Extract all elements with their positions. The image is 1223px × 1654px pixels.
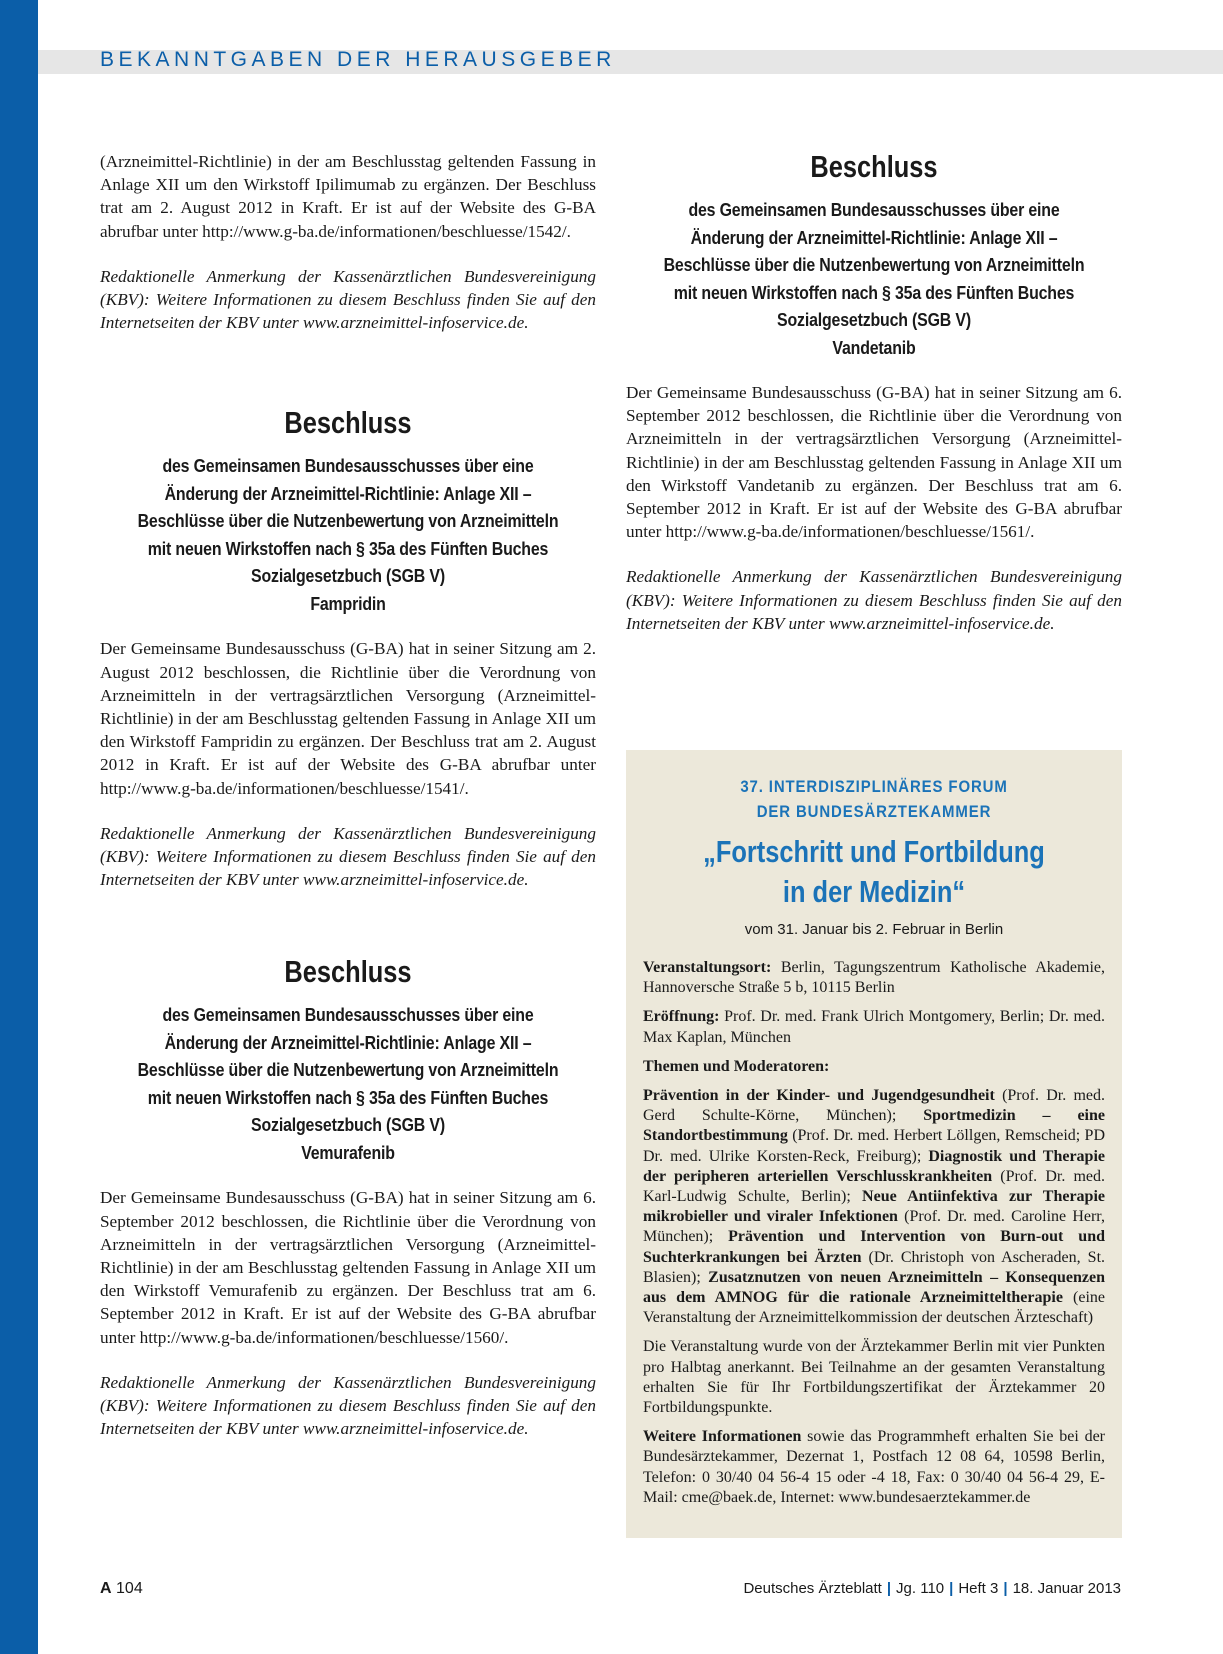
- forum-topics-label: [643, 1057, 1105, 1077]
- forum-title-line1: „Fortschritt und Fortbildung: [703, 834, 1045, 869]
- journal-date: 18. Januar 2013: [1012, 1580, 1121, 1597]
- info-text: sowie das Programmheft erhalten Sie bei der Bundesärztekammer, Dezernat 1, Postfach 12 08 64, 10598 Berlin, Telefon: 0 30/40 04 56-4 15 oder -4 18, Fax: 0 30/40 04 56-4 29, E-Mail: cme@baek.de, Internet: www.bundesaerztekammer.de: [643, 1428, 1106, 1506]
- journal-name: Deutsches Ärzteblatt: [743, 1580, 882, 1597]
- page-number: [100, 1580, 143, 1598]
- topic-moderator: (Dr. Christoph von Ascheraden, St. Blasien);: [643, 1248, 1106, 1286]
- forum-kicker-line2: DER BUNDESÄRZTEKAMMER: [756, 802, 992, 821]
- resolution-title: Beschluss: [284, 954, 412, 990]
- topics-label: Themen und Moderatoren:: [643, 1057, 830, 1075]
- resolution-body: Der Gemeinsame Bundesausschuss (G-BA) hat in seiner Sitzung am 2. August 2012 beschlossen, die Richtlinie über die Verordnung von Arzneimitteln in der vertragsärztlichen Versorgung (Arzneimittel-Richtlinie) in der am Beschlusstag geltenden Fassung in Anlage XII um den Wirkstoff Fampridin zu ergänzen. Der Beschluss trat am 2. August 2012 in Kraft. Er ist auf der Website des G-BA abrufbar unter http://www.g-ba.de/informationen/beschluesse/1541/.: [100, 639, 596, 798]
- topic-name: Sportmedizin – eine Standortbestimmung: [643, 1107, 1105, 1145]
- footer-separator: |: [886, 1580, 892, 1597]
- intro-editorial-note: Redaktionelle Anmerkung der Kassenärztlichen Bundesvereinigung (KBV): Weitere Informationen zu diesem Beschluss finden Sie auf den Internetseiten der KBV unter www.arzneimittel-infoservice.de.: [100, 266, 596, 333]
- resolution-subtitle: des Gemeinsamen Bundesausschusses über eine Änderung der Arzneimittel-Richtlinie: Anlage XII – Beschlüsse über die Nutzenbewertung von Arzneimitteln mit neuen Wirkstoffen nach § 35a des Fünften Buches Sozialgesetzbuch (SGB V): [663, 199, 1085, 330]
- venue-text: Berlin, Tagungszentrum Katholische Akademie, Hannoversche Straße 5 b, 10115 Berlin: [643, 959, 1105, 997]
- resolution-heading-vemurafenib: [100, 953, 596, 1166]
- right-column: [626, 148, 1122, 635]
- topic-moderator: (Prof. Dr. med. Karl-Ludwig Schulte, Berlin);: [643, 1167, 1106, 1206]
- footer-separator: |: [1003, 1580, 1008, 1597]
- forum-announcement-box: [626, 750, 1122, 1538]
- topic-name: Prävention und Intervention von Burn-out und Suchterkrankungen bei Ärzten: [643, 1228, 1105, 1266]
- venue-label: Veranstaltungsort:: [643, 959, 772, 976]
- forum-accreditation: Die Veranstaltung wurde von der Ärztekammer Berlin mit vier Punkten pro Halbtag anerkannt. Bei Teilnahme an der gesamten Veranstaltung erhalten Sie für Ihr Fortbildungszertifikat der Ärztekammer 20 Fortbildungspunkte.: [643, 1338, 1105, 1417]
- left-column: [100, 150, 596, 1440]
- resolution-title: Beschluss: [284, 405, 412, 441]
- page-number-value: 104: [116, 1580, 143, 1597]
- forum-title: [685, 832, 1064, 912]
- journal-issue: Heft 3: [958, 1580, 999, 1597]
- resolution-body: Der Gemeinsame Bundesausschuss (G-BA) hat in seiner Sitzung am 6. September 2012 beschlossen, die Richtlinie über die Verordnung von Arzneimitteln in der vertragsärztlichen Versorgung (Arzneimittel-Richtlinie) in der am Beschlusstag geltenden Fassung in Anlage XII um den Wirkstoff Vemurafenib zu ergänzen. Der Beschluss trat am 6. September 2012 in Kraft. Er ist auf der Website des G-BA abrufbar unter http://www.g-ba.de/informationen/beschluesse/1560/.: [100, 1188, 596, 1347]
- resolution-substance: Vandetanib: [832, 336, 916, 358]
- topic-moderator: (Prof. Dr. med. Caroline Herr, München);: [643, 1208, 1105, 1246]
- journal-footer: [743, 1580, 1121, 1597]
- resolution-heading-fampridin: [100, 404, 596, 617]
- left-accent-bar: [0, 0, 38, 1654]
- resolution-editorial-note: Redaktionelle Anmerkung der Kassenärztlichen Bundesvereinigung (KBV): Weitere Informationen zu diesem Beschluss finden Sie auf den Internetseiten der KBV unter www.arzneimittel-infoservice.de.: [100, 1372, 596, 1439]
- forum-topics: [643, 1086, 1105, 1328]
- forum-kicker-line1: 37. INTERDISZIPLINÄRES FORUM: [740, 777, 1008, 796]
- topic-moderator: (eine Veranstaltung der Arzneimittelkommission der deutschen Ärzteschaft): [643, 1289, 1105, 1327]
- resolution-editorial-note: Redaktionelle Anmerkung der Kassenärztlichen Bundesvereinigung (KBV): Weitere Informationen zu diesem Beschluss finden Sie auf den Internetseiten der KBV unter www.arzneimittel-infoservice.de.: [100, 823, 596, 890]
- opening-label: Eröffnung:: [643, 1008, 720, 1026]
- page-prefix: A: [100, 1580, 112, 1597]
- forum-dates: vom 31. Januar bis 2. Februar in Berlin: [744, 921, 1004, 938]
- forum-more-info: [643, 1427, 1105, 1508]
- forum-opening: [643, 1007, 1105, 1047]
- forum-venue: [643, 958, 1105, 998]
- resolution-subtitle: des Gemeinsamen Bundesausschusses über eine Änderung der Arzneimittel-Richtlinie: Anlage XII – Beschlüsse über die Nutzenbewertung von Arzneimitteln mit neuen Wirkstoffen nach § 35a des Fünften Buches Sozialgesetzbuch (SGB V): [137, 455, 559, 587]
- resolution-substance: Vemurafenib: [301, 1141, 395, 1163]
- topic-name: Neue Antiinfektiva zur Therapie mikrobieller und viraler Infektionen: [643, 1188, 1105, 1226]
- info-label: Weitere Informationen: [643, 1428, 802, 1446]
- resolution-subtitle: des Gemeinsamen Bundesausschusses über eine Änderung der Arzneimittel-Richtlinie: Anlage XII – Beschlüsse über die Nutzenbewertung von Arzneimitteln mit neuen Wirkstoffen nach § 35a des Fünften Buches Sozialgesetzbuch (SGB V): [137, 1004, 559, 1136]
- footer-separator: |: [949, 1580, 954, 1597]
- forum-title-line2: in der Medizin“: [782, 874, 966, 909]
- resolution-body: Der Gemeinsame Bundesausschuss (G-BA) hat in seiner Sitzung am 6. September 2012 beschlossen, die Richtlinie über die Verordnung von Arzneimitteln in der vertragsärztlichen Versorgung (Arzneimittel-Richtlinie) in der am Beschlusstag geltenden Fassung in Anlage XII um den Wirkstoff Vandetanib zu ergänzen. Der Beschluss trat am 6. September 2012 in Kraft. Er ist auf der Website des G-BA abrufbar unter http://www.g-ba.de/informationen/beschluesse/1561/.: [626, 383, 1122, 542]
- resolution-title: Beschluss: [810, 149, 938, 184]
- topic-name: Zusatznutzen von neuen Arzneimitteln – Konsequenzen aus dem AMNOG für die rationale Arzneimitteltherapie: [643, 1268, 1106, 1307]
- journal-volume: Jg. 110: [896, 1580, 945, 1597]
- resolution-substance: Fampridin: [310, 592, 386, 614]
- resolution-editorial-note: Redaktionelle Anmerkung der Kassenärztlichen Bundesvereinigung (KBV): Weitere Informationen zu diesem Beschluss finden Sie auf den Internetseiten der KBV unter www.arzneimittel-infoservice.de.: [626, 567, 1122, 633]
- intro-paragraph: (Arzneimittel-Richtlinie) in der am Beschlusstag geltenden Fassung in Anlage XII um den Wirkstoff Ipilimumab zu ergänzen. Der Beschluss trat am 2. August 2012 in Kraft. Er ist auf der Website des G-BA abrufbar unter http://www.g-ba.de/informationen/beschluesse/1542/.: [100, 152, 596, 241]
- topic-moderator: (Prof. Dr. med. Herbert Löllgen, Remscheid; PD Dr. med. Ulrike Korsten-Reck, Freiburg);: [643, 1127, 1105, 1165]
- resolution-heading-vandetanib: [626, 148, 1122, 361]
- section-header: BEKANNTGABEN DER HERAUSGEBER: [100, 48, 616, 71]
- topic-name: Diagnostik und Therapie der peripheren arteriellen Verschlusskrankheiten: [643, 1147, 1105, 1185]
- topic-moderator: (Prof. Dr. med. Gerd Schulte-Körne, München);: [643, 1087, 1105, 1125]
- opening-text: Prof. Dr. med. Frank Ulrich Montgomery, Berlin; Dr. med. Max Kaplan, München: [643, 1008, 1106, 1046]
- topic-name: Prävention in der Kinder- und Jugendgesundheit: [643, 1087, 995, 1105]
